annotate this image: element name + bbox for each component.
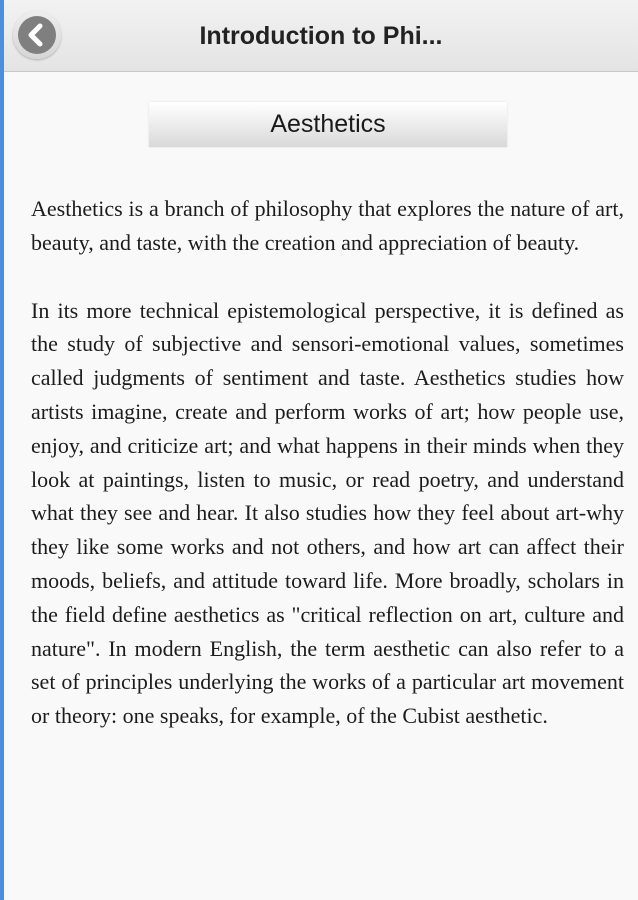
back-arrow-icon (18, 16, 56, 54)
section-title: Aesthetics (149, 102, 507, 147)
left-edge-accent (0, 0, 4, 900)
page-title: Introduction to Phi... (199, 22, 443, 50)
paragraph-body: In its more technical epistemological perspective, it is defined as the study of subjective and sensori-emotional values, sometimes called judgments of sentiment and taste. Aesthetics studies how artists imagine, create and perform works of art; how people use, enjoy, and criticize art; and what happens in their minds when they look at paintings, listen to music, or read poetry, and understand what they see and hear. It also studies how they feel about art-why they like some works and not others, and how art can affect their moods, beliefs, and attitude toward life. More broadly, scholars in the field define aesthetics as "critical reflection on art, culture and nature". In modern English, the term aesthetic can also refer to a set of principles underlying the works of a particular art movement or theory: one speaks, for example, of the Cubist aesthetic. (31, 297, 624, 729)
paragraph-intro: Aesthetics is a branch of philosophy that explores the nature of art, beauty, and taste, with the creation and appreciation of beauty. (31, 196, 624, 255)
app-header (4, 0, 638, 72)
back-button[interactable] (13, 11, 61, 59)
article-content (31, 192, 624, 767)
